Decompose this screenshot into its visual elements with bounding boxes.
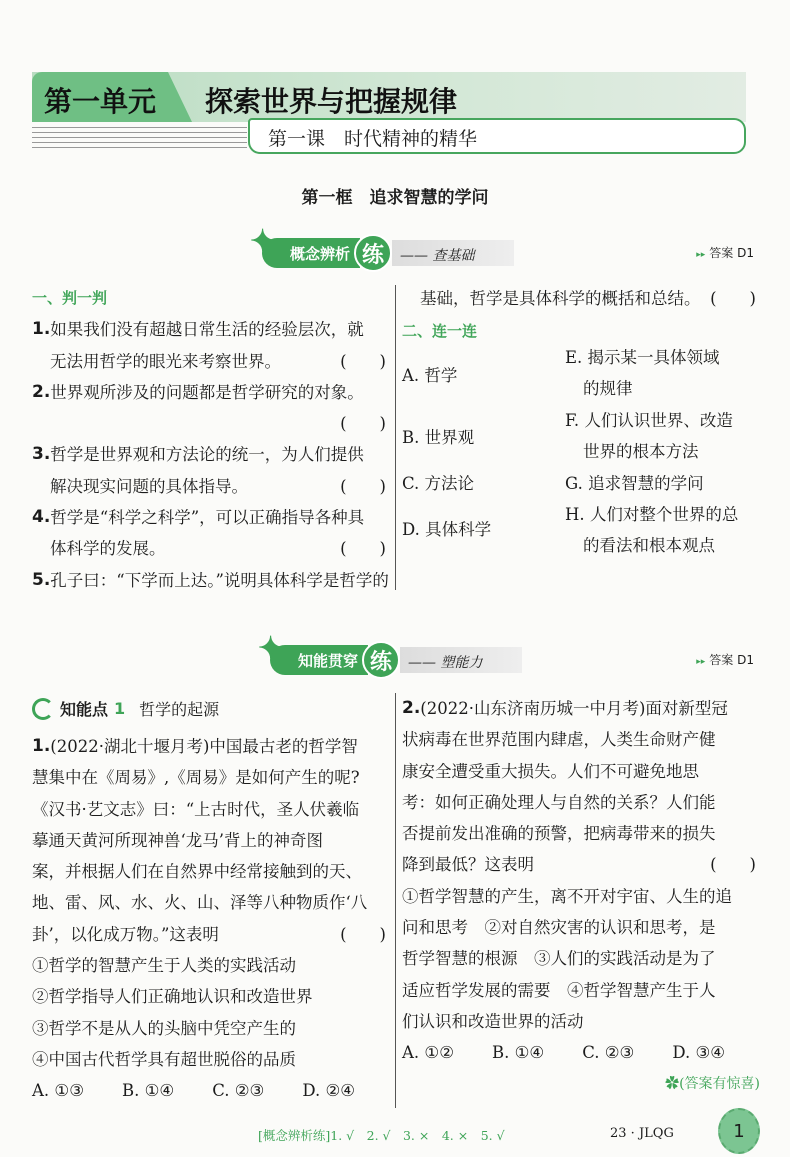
- column-divider: [395, 285, 396, 590]
- lesson-title: 第一课 时代精神的精华: [268, 128, 478, 150]
- question-4: 4. 哲学是“科学之科学”，可以正确指导各种具: [32, 507, 365, 528]
- page-number: 1: [718, 1108, 760, 1154]
- question-3: 3. 哲学是世界观和方法论的统一，为人们提供: [32, 444, 364, 465]
- section2-title: 二、连一连: [402, 322, 478, 340]
- runner-icon: ✦: [258, 631, 284, 666]
- match-left-c[interactable]: C. 方法论: [402, 474, 475, 493]
- banner-ability: [258, 631, 522, 677]
- unit-label: 第一单元: [44, 85, 157, 118]
- answer-paren[interactable]: ( ): [340, 351, 386, 371]
- match-right-g[interactable]: G. 追求智慧的学问: [565, 474, 704, 493]
- match-left-b[interactable]: B. 世界观: [402, 428, 475, 447]
- section-title: 一、判一判: [32, 289, 108, 307]
- footer-answers: [概念辨析练]1. √ 2. √ 3. × 4. × 5. √: [258, 1128, 505, 1143]
- arrow-icon: ▸▸: [696, 657, 706, 667]
- banner-concept: [250, 224, 514, 270]
- answer-paren[interactable]: ( ): [340, 414, 386, 434]
- answer-key-1: [696, 244, 754, 261]
- match-left-d[interactable]: D. 具体科学: [402, 520, 492, 539]
- answer-paren[interactable]: ( ): [710, 855, 756, 875]
- option: ③哲学不是从人的头脑中凭空产生的: [32, 1018, 296, 1038]
- banner-label: 知能贯穿: [270, 645, 368, 675]
- decorative-lines: [32, 127, 247, 149]
- option: ④中国古代哲学具有超世脱俗的品质: [32, 1049, 296, 1069]
- runner-icon: ✦: [250, 224, 276, 259]
- option: ②哲学指导人们正确地认识和改造世界: [32, 987, 313, 1007]
- question-2-block: 2. (2022·山东济南历城一中月考)面对新型冠 状病毒在世界范围内肆虐，人类生命财产健 康安全遭受重大损失。人们不可避免地思 考：如何正确处理人与自然的关系？人们能 否提前发出准确的预警，把病毒带来的损失 降到最低？这表明 ( ) ①哲学智慧的产生，离不开对宇宙、人生的追 问和思考 ②对自然灾害的认识和思考，是 哲学智慧的根源 ③人们的实践活动是为了 适应哲学发展的需要 ④哲学智慧产生于人 们认识和改造世界的活动 A. ①② B. ①④ C. ②③ D. ③④ ✿(答案有惊喜): [402, 698, 760, 1092]
- match-right-f[interactable]: F. 人们认识世界、改造 世界的根本方法: [565, 411, 733, 462]
- question-1: 1. 如果我们没有超越日常生活的经验层次，就: [32, 319, 364, 340]
- column-divider: [395, 693, 396, 1108]
- knowledge-point-icon: [32, 698, 54, 720]
- page-info: 23 · JLQG: [610, 1126, 674, 1141]
- question-5: 5. 孔子曰：“下学而上达。”说明具体科学是哲学的: [32, 569, 389, 590]
- match-right-e[interactable]: E. 揭示某一具体领域 的规律: [565, 348, 720, 399]
- answer-paren[interactable]: ( ): [340, 539, 386, 559]
- choice-c[interactable]: C. ②③: [212, 1081, 265, 1101]
- option: ①哲学智慧的产生，离不开对宇宙、人生的追: [402, 886, 732, 906]
- choice-c[interactable]: C. ②③: [582, 1043, 635, 1063]
- answer-key-2: [696, 651, 754, 668]
- arrow-icon: ▸▸: [696, 250, 706, 260]
- choice-b[interactable]: B. ①④: [122, 1081, 175, 1101]
- banner-sub: —— 查基础: [392, 240, 514, 266]
- knowledge-point: 知能点 1 哲学的起源: [32, 697, 219, 720]
- choice-d[interactable]: D. ②④: [302, 1081, 356, 1101]
- banner-lian: 练: [362, 641, 400, 679]
- answer-paren[interactable]: ( ): [340, 476, 386, 496]
- choice-a[interactable]: A. ①②: [402, 1043, 454, 1063]
- answer-key-label: 答案 D1: [709, 246, 754, 260]
- frame-title: 第一框 追求智慧的学问: [301, 188, 489, 208]
- section1-right: 基础，哲学是具体科学的概括和总结。 ( ): [420, 283, 760, 314]
- banner-lian: 练: [354, 234, 392, 272]
- question-2: 2. 世界观所涉及的问题都是哲学研究的对象。: [32, 381, 364, 402]
- section1-left: 一、判一判 1. 如果我们没有超越日常生活的经验层次，就 无法用哲学的眼光来考察世界。 ( ) 2. 世界观所涉及的问题都是哲学研究的对象。 ( ) 3. 哲学是世界观和方法论的统一，为人们提供 解决现实问题的具体指导。 ( ) 4. 哲学是“科学之科学”，可以正确指导各种具 体科学的发展。 ( ) 5. 孔子曰：“下学而上达。”说明具体科学是哲学的: [32, 283, 390, 596]
- unit-title: 探索世界与把握规律: [205, 85, 458, 118]
- banner-label: 概念辨析: [262, 238, 360, 268]
- answer-paren[interactable]: ( ): [340, 924, 386, 944]
- match-left-a[interactable]: A. 哲学: [402, 366, 458, 385]
- option: ①哲学的智慧产生于人类的实践活动: [32, 956, 296, 976]
- match-right-h[interactable]: H. 人们对整个世界的总 的看法和根本观点: [565, 505, 739, 556]
- answer-paren[interactable]: ( ): [710, 289, 756, 308]
- banner-sub: —— 塑能力: [400, 647, 522, 673]
- choice-b[interactable]: B. ①④: [492, 1043, 545, 1063]
- question-1-block: 1. (2022·湖北十堰月考)中国最古老的哲学智 慧集中在《周易》,《周易》是如何产生的呢? 《汉书·艺文志》曰：“上古时代，圣人伏羲临 摹通天黄河所现神兽‘龙马’背上的神奇图 案，并根据人们在自然界中经常接触到的天、 地、雷、风、水、火、山、泽等八种物质作‘八 卦’，以化成万物。”这表明 ( ) ①哲学的智慧产生于人类的实践活动 ②哲学指导人们正确地认识和改造世界 ③哲学不是从人的头脑中凭空产生的 ④中国古代哲学具有超世脱俗的品质 A. ①③ B. ①④ C. ②③ D. ②④: [32, 731, 390, 1107]
- surprise-icon: ✿: [665, 1075, 680, 1092]
- answer-key-label: 答案 D1: [709, 653, 754, 667]
- surprise-link[interactable]: (答案有惊喜): [679, 1075, 760, 1092]
- choice-a[interactable]: A. ①③: [32, 1081, 84, 1101]
- choice-d[interactable]: D. ③④: [672, 1043, 726, 1063]
